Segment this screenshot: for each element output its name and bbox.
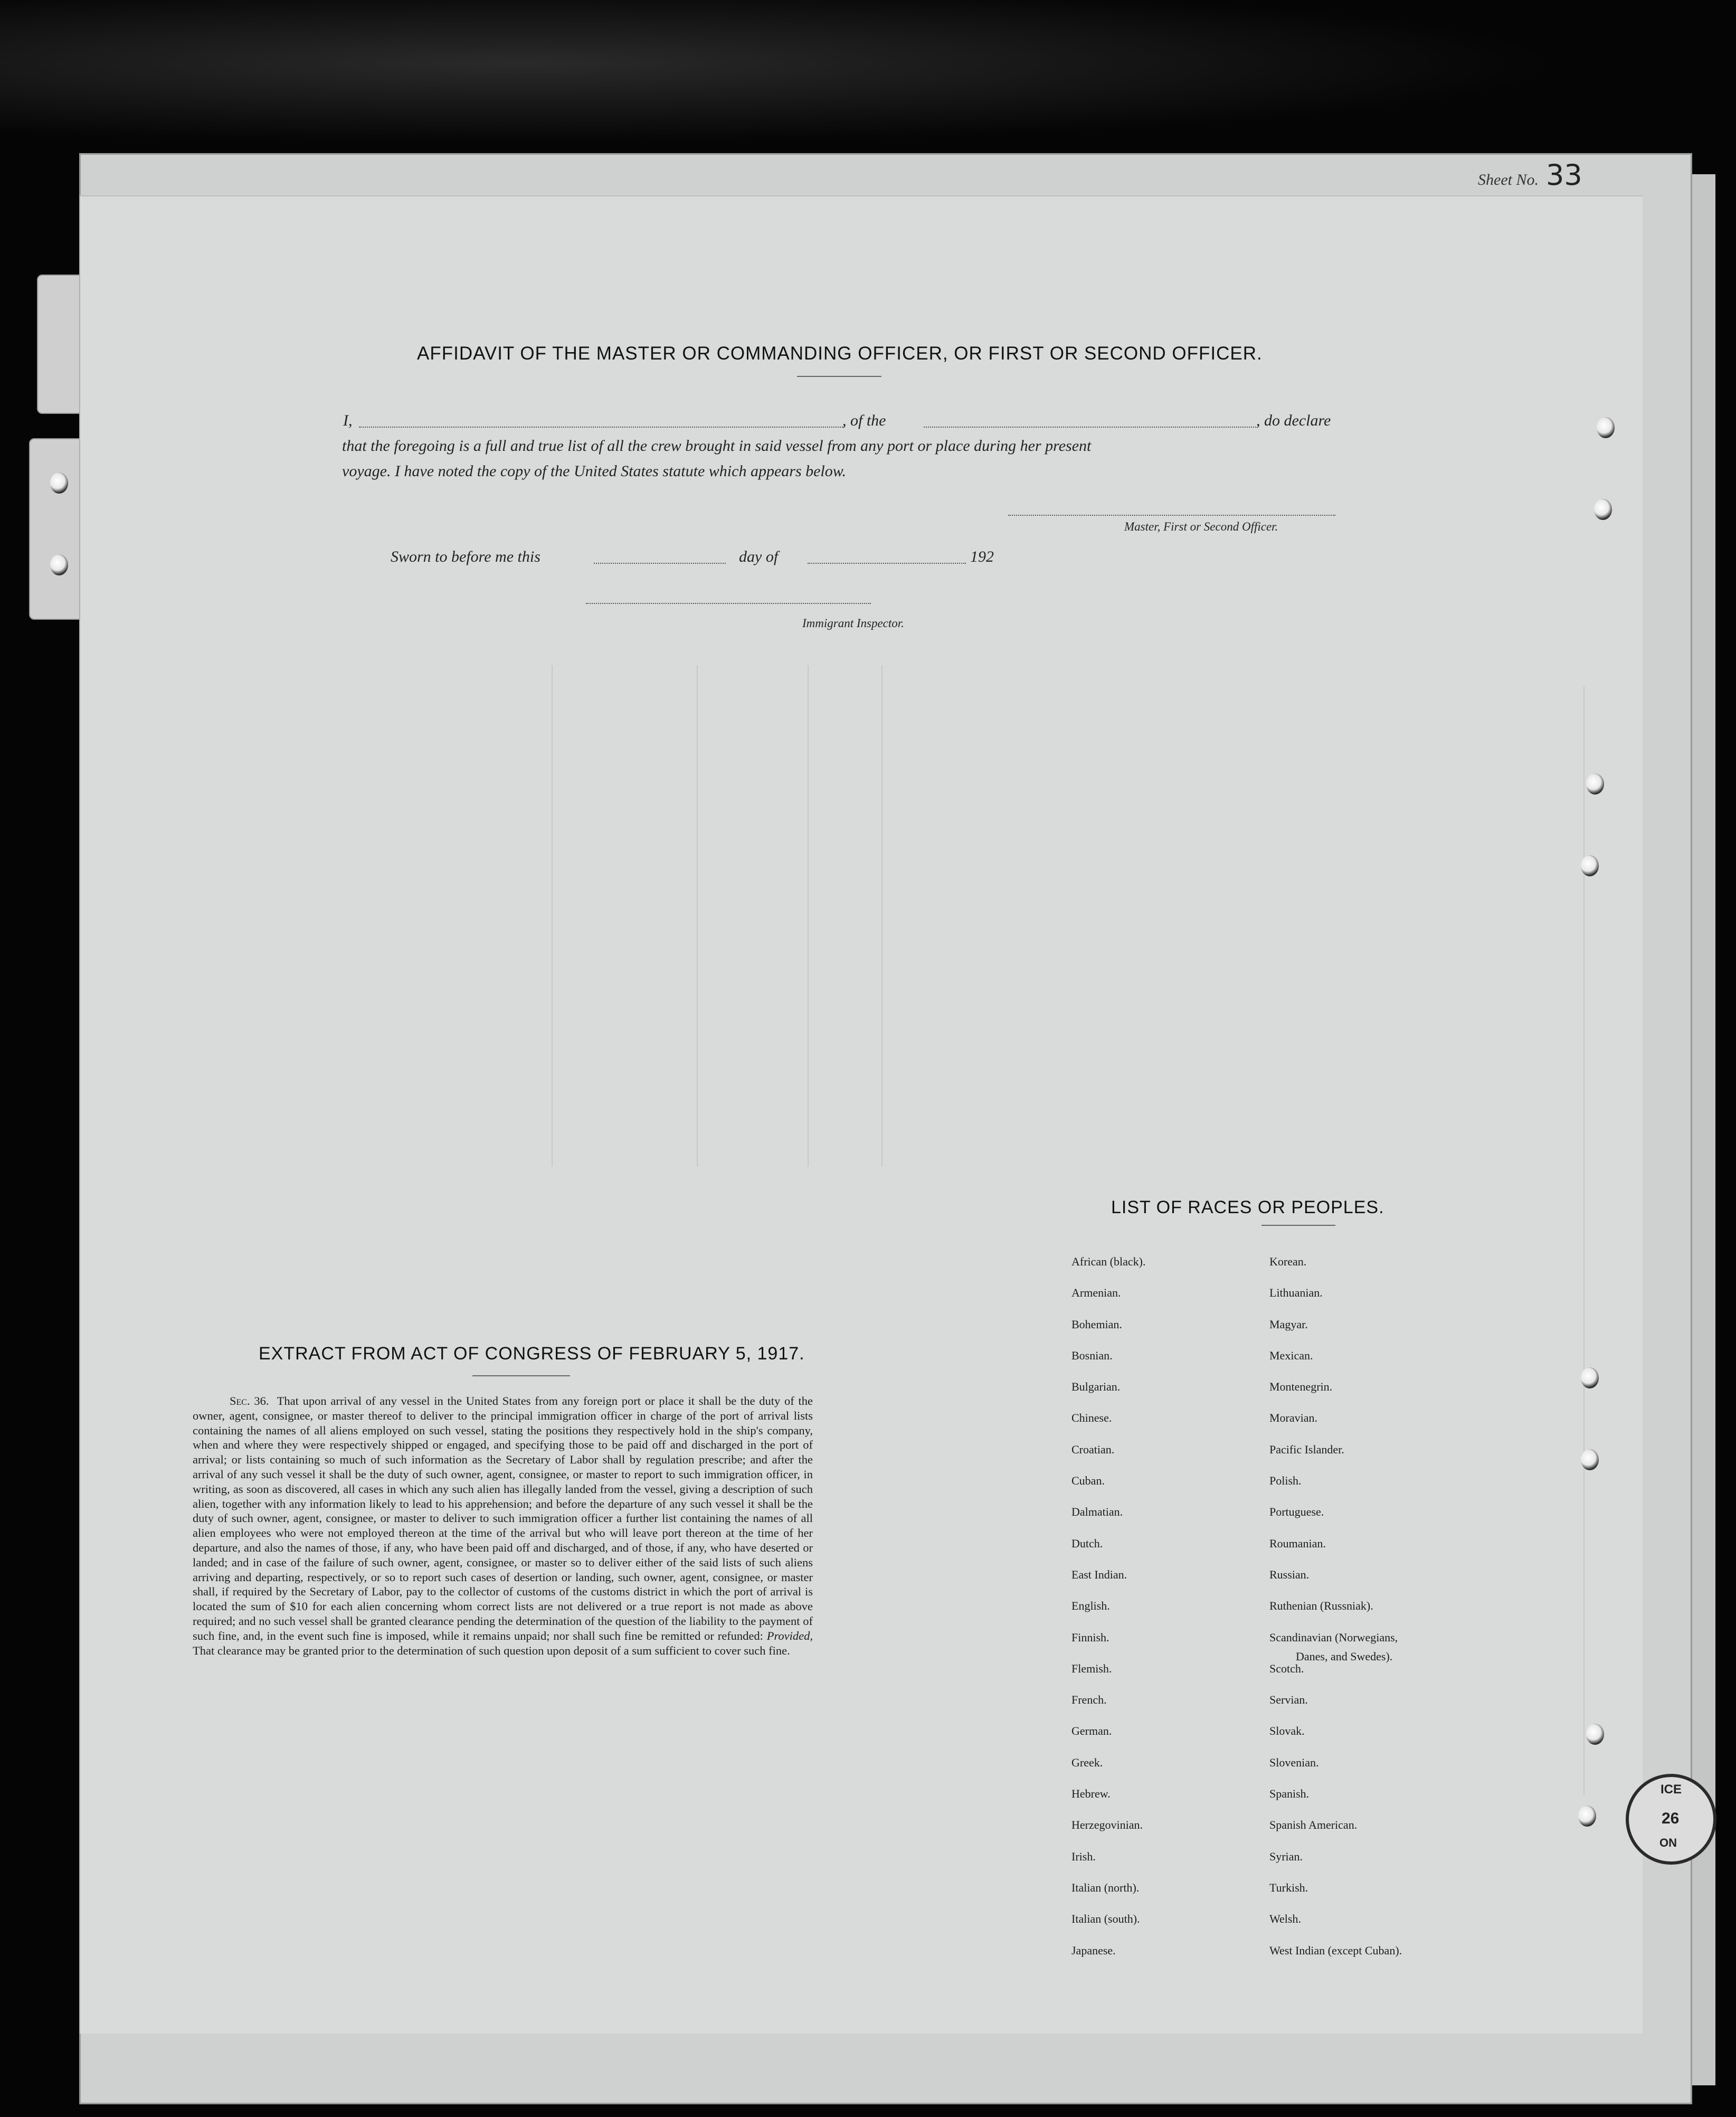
race-item: Finnish. <box>1071 1630 1109 1644</box>
race-item: Dutch. <box>1071 1536 1103 1550</box>
faint-column-rule <box>808 665 809 1167</box>
race-item: Herzegovinian. <box>1071 1818 1143 1832</box>
race-item: Slovenian. <box>1269 1755 1319 1769</box>
faint-column-rule <box>697 665 698 1167</box>
race-item: Greek. <box>1071 1755 1103 1769</box>
race-item: Roumanian. <box>1269 1536 1326 1550</box>
section-text-end: That clearance may be granted prior to the determination of such question upon deposit of a sum sufficient to cover such fine. <box>193 1643 790 1657</box>
race-item: Bosnian. <box>1071 1348 1113 1362</box>
sheet-number-label: Sheet No. <box>1478 171 1539 188</box>
races-right-column <box>1269 1255 1402 1975</box>
faint-column-rule <box>1583 686 1585 1795</box>
punch-hole <box>1586 1724 1604 1745</box>
extract-title-rule <box>472 1375 570 1376</box>
race-item: Spanish. <box>1269 1787 1310 1801</box>
stamp-bottom-text: ON <box>1659 1836 1677 1849</box>
race-item: Bohemian. <box>1071 1317 1122 1331</box>
affidavit-title: AFFIDAVIT OF THE MASTER OR COMMANDING OFFICER, OR FIRST OR SECOND OFFICER. <box>417 343 1263 364</box>
race-item: Slovak. <box>1269 1724 1305 1738</box>
section-text: That upon arrival of any vessel in the United States from any foreign port or place it shall be the duty of the owner, agent, consignee, or master thereof to deliver to the principal immigration officer in charge of the port of arrival lists containing the names of all aliens employed on such vessel, stating the positions they respectively hold in the ship's company, when and where they were respectively shipped or engaged, and specifying those to be paid off and discharged in the port of arrival; or lists containing so much of such information as the Secretary of Labor shall by regulation prescribe; and after the arrival of any such vessel it shall be the duty of such owner, agent, consignee, or master to report to such immigration officer, in writing, as soon as discovered, all cases in which any such alien has illegally landed from the vessel, giving a description of such alien, together with any information likely to lead to his apprehension; and before the departure of any such vessel it shall be the duty of such owner, agent, consignee, or master to deliver to such immigration officer a further list containing the names of all alien employees who were not employed thereon at the time of the arrival but who will leave port thereon at the time of her departure, and also the names of those, if any, who have been paid off and discharged, and of those, if any, who have deserted or landed; and in case of the failure of such owner, agent, consignee, or master so to deliver either of the said lists of such aliens arriving and departing, respectively, or so to report such cases of desertion or landing, such owner, agent, consignee, or master shall, if required by the Secretary of Labor, pay to the collector of customs of the customs district in which the port of arrival is located the sum of $10 for each alien concerning whom correct lists are not delivered or a true report is not made as above required; and no such vessel shall be granted clearance pending the determination of the question of the liability to the payment of such fine, and, in the event such fine is imposed, while it remains unpaid; nor shall such fine be remitted or refunded: <box>193 1394 813 1642</box>
race-item: West Indian (except Cuban). <box>1269 1943 1402 1957</box>
punch-hole <box>50 554 68 575</box>
race-item: Scotch. <box>1269 1661 1304 1675</box>
race-item: Servian. <box>1269 1693 1308 1707</box>
section-label: Sec. 36. <box>230 1394 269 1407</box>
race-item: African (black). <box>1071 1255 1146 1268</box>
race-item: Mexican. <box>1269 1348 1313 1362</box>
race-item: Polish. <box>1269 1474 1302 1488</box>
race-item: Russian. <box>1269 1567 1310 1581</box>
punch-hole <box>1578 1806 1596 1827</box>
sheet-number <box>1478 158 1582 192</box>
race-item: German. <box>1071 1724 1112 1738</box>
race-item: Italian (south). <box>1071 1912 1140 1926</box>
race-item: Syrian. <box>1269 1849 1303 1863</box>
affidavit-i-label: I, <box>343 412 353 429</box>
affidavit-of-the-label: , of the <box>842 412 886 429</box>
race-item: Cuban. <box>1071 1474 1105 1488</box>
scan-border-top <box>0 0 1736 158</box>
extract-body <box>193 1394 813 1658</box>
affidavit-declare-label: , do declare <box>1256 412 1331 429</box>
race-item: Hebrew. <box>1071 1787 1111 1801</box>
race-item: Ruthenian (Russniak). <box>1269 1599 1373 1613</box>
manifest-page <box>79 195 1643 2034</box>
master-signature-line[interactable] <box>1008 515 1335 516</box>
race-item: Montenegrin. <box>1269 1380 1333 1394</box>
race-item: Moravian. <box>1269 1411 1318 1425</box>
punch-hole <box>1581 855 1599 876</box>
punch-hole <box>1581 1449 1599 1470</box>
races-title-rule <box>1261 1225 1335 1226</box>
inspector-label: Immigrant Inspector. <box>802 617 904 630</box>
race-item: Pacific Islander. <box>1269 1442 1344 1456</box>
race-item: English. <box>1071 1599 1110 1613</box>
year-label: 192 <box>970 548 994 565</box>
extract-title: EXTRACT FROM ACT OF CONGRESS OF FEBRUARY 5, 1917. <box>259 1344 805 1364</box>
race-item: Bulgarian. <box>1071 1380 1121 1394</box>
faint-column-rule <box>881 665 883 1167</box>
races-left-column <box>1071 1255 1145 1975</box>
race-item: Lithuanian. <box>1269 1286 1323 1300</box>
races-title: LIST OF RACES OR PEOPLES. <box>1111 1197 1384 1217</box>
sworn-month-field[interactable] <box>808 563 966 564</box>
master-name-field[interactable] <box>359 427 845 428</box>
race-item: Italian (north). <box>1071 1880 1140 1894</box>
stamp-number: 26 <box>1662 1810 1680 1827</box>
punch-hole <box>1594 499 1612 520</box>
race-item: Irish. <box>1071 1849 1096 1863</box>
affidavit-line-2: that the foregoing is a full and true list of all the crew brought in said vessel from any port or place during her present <box>342 437 1092 455</box>
race-item: East Indian. <box>1071 1567 1127 1581</box>
title-rule <box>797 376 881 377</box>
race-item: Scandinavian (Norwegians, <box>1269 1630 1398 1644</box>
sworn-label: Sworn to before me this <box>391 548 540 565</box>
affidavit-line-3: voyage. I have noted the copy of the United States statute which appears below. <box>342 462 847 480</box>
vessel-name-field[interactable] <box>924 427 1256 428</box>
punch-hole <box>1586 773 1604 795</box>
race-item-continuation: Danes, and Swedes). <box>1296 1650 1393 1663</box>
race-item: Portuguese. <box>1269 1505 1324 1519</box>
race-item: Flemish. <box>1071 1661 1112 1675</box>
inspector-signature-line[interactable] <box>586 603 871 604</box>
sworn-day-field[interactable] <box>594 563 726 564</box>
race-item: Japanese. <box>1071 1943 1116 1957</box>
archive-stamp <box>1626 1774 1716 1865</box>
punch-hole <box>50 472 68 494</box>
race-item: Magyar. <box>1269 1317 1308 1331</box>
stamp-top-text: ICE <box>1661 1782 1682 1797</box>
race-item: Welsh. <box>1269 1912 1301 1926</box>
sheet-number-value: 33 <box>1545 158 1582 192</box>
race-item: Chinese. <box>1071 1411 1112 1425</box>
race-item: French. <box>1071 1693 1107 1707</box>
master-signature-label: Master, First or Second Officer. <box>1124 520 1278 533</box>
race-item: Dalmatian. <box>1071 1505 1123 1519</box>
race-item: Korean. <box>1269 1255 1307 1268</box>
day-of-label: day of <box>739 548 779 565</box>
faint-column-rule <box>552 665 553 1167</box>
punch-hole <box>1581 1367 1599 1388</box>
race-item: Armenian. <box>1071 1286 1121 1300</box>
provided-label: Provided, <box>766 1629 813 1642</box>
race-item: Spanish American. <box>1269 1818 1358 1832</box>
race-item: Turkish. <box>1269 1880 1308 1894</box>
race-item: Croatian. <box>1071 1442 1115 1456</box>
punch-hole <box>1597 417 1615 438</box>
